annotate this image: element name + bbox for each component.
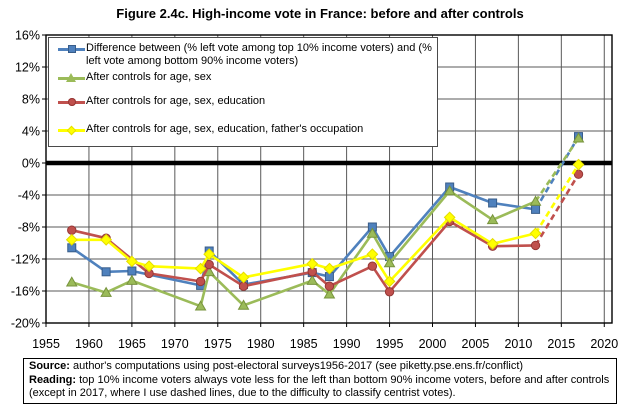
source-label: Source:: [29, 360, 70, 372]
legend-label: Difference between (% left vote among top 10% income voters) and (% left vote among bottom 90% income voters): [86, 42, 432, 67]
legend-item-controls-age-sex: [58, 71, 433, 85]
x-tick-label: 1960: [75, 337, 103, 351]
circle-marker-icon: [58, 95, 85, 109]
x-tick-label: 1995: [375, 337, 404, 351]
legend-label: After controls for age, sex: [86, 71, 212, 83]
reading-text: top 10% income voters always vote less for the left than bottom 90% income voters, before and after controls (except in 2017, where I use dashed lines, due to the difficulty to classify centrist votes).: [29, 373, 610, 399]
x-tick-label: 2015: [547, 337, 576, 351]
square-marker-icon: [58, 42, 85, 56]
y-tick-label: -20%: [10, 316, 40, 331]
x-tick-label: 1980: [246, 337, 275, 351]
y-tick-label: 0%: [21, 156, 40, 171]
diamond-marker-icon: [58, 123, 85, 137]
source-note: [29, 360, 611, 374]
y-tick-label: -8%: [17, 220, 40, 235]
legend-item-controls-age-sex-education: [58, 95, 433, 109]
x-tick-label: 1955: [32, 337, 60, 351]
x-tick-label: 1970: [160, 337, 189, 351]
x-tick-label: 1965: [117, 337, 146, 351]
y-tick-label: 12%: [14, 60, 40, 75]
legend-label: After controls for age, sex, education, father's occupation: [86, 123, 364, 135]
x-tick-label: 1975: [203, 337, 232, 351]
y-tick-label: 16%: [14, 28, 40, 43]
series-controls-age-sex-education-father: [67, 159, 584, 286]
x-tick-label: 1985: [289, 337, 318, 351]
chart-legend: [48, 37, 438, 147]
chart-title: Figure 2.4c. High-income vote in France: before and after controls: [116, 6, 524, 21]
y-tick-label: 4%: [21, 124, 40, 139]
legend-item-controls-age-sex-education-father: [58, 123, 433, 137]
x-tick-label: 2005: [461, 337, 490, 351]
x-tick-label: 2010: [504, 337, 533, 351]
source-text: author's computations using post-electoral surveys1956-2017 (see piketty.pse.ens.fr/conflict): [69, 360, 524, 372]
x-tick-label: 2000: [418, 337, 447, 351]
reading-label: Reading:: [29, 373, 77, 386]
source-note-box: [23, 358, 617, 404]
triangle-marker-icon: [58, 71, 85, 85]
x-tick-label: 2020: [590, 337, 619, 351]
x-tick-label: 1990: [332, 337, 361, 351]
y-tick-label: 8%: [21, 92, 40, 107]
y-tick-label: -16%: [10, 284, 40, 299]
y-tick-label: -4%: [17, 188, 40, 203]
y-tick-label: -12%: [10, 252, 40, 267]
reading-note: [29, 374, 611, 401]
legend-label: After controls for age, sex, education: [86, 95, 266, 107]
legend-item-difference-top10-bottom90: [58, 42, 433, 68]
